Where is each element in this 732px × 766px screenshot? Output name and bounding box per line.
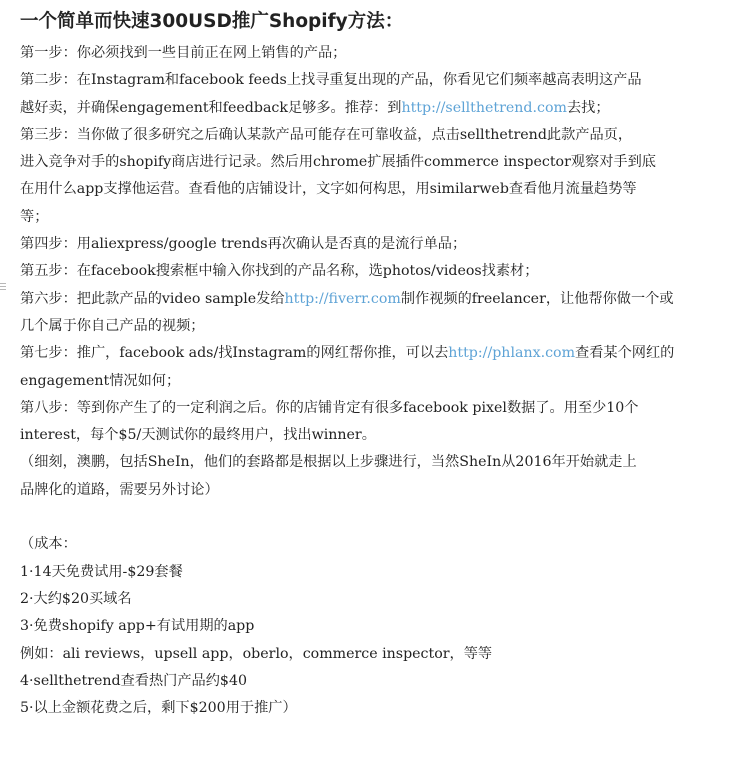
step-7-text: 第七步：推广，facebook ads/找Instagram的网红帮你推，可以去: [20, 345, 449, 362]
step-3-line-4: 等；: [20, 208, 49, 225]
note-line-1: （细刻，澳鹏，包括SheIn，他们的套路都是根据以上步骤进行，当然SheIn从2016年开始就走上: [20, 454, 637, 471]
step-6-text: 第六步：把此款产品的video sample发给: [20, 290, 285, 307]
cost-item: 4·sellthetrend查看热门产品约$40: [20, 672, 248, 689]
phlanx-link[interactable]: http://phlanx.com: [448, 345, 576, 362]
blank-line: [20, 504, 720, 531]
fiverr-link[interactable]: http://fiverr.com: [284, 290, 401, 307]
step-8-line-2: interest，每个$5/天测试你的最终用户，找出winner。: [20, 427, 376, 444]
sellthetrend-link[interactable]: http://sellthetrend.com: [401, 99, 567, 116]
step-2-tail: 去找；: [566, 99, 610, 116]
step-6-line-1: [20, 286, 720, 313]
step-7-line-1: [20, 340, 720, 367]
cost-item: 1·14天免费试用-$29套餐: [20, 563, 183, 580]
step-7-tail: 查看某个网红的: [575, 345, 675, 362]
drag-handle-icon[interactable]: [0, 283, 6, 293]
step-2-text: 越好卖，并确保engagement和feedback足够多。推荐：到: [20, 99, 402, 116]
cost-item: 2·大约$20买域名: [20, 590, 132, 607]
step-8-line-1: 第八步：等到你产生了的一定利润之后。你的店铺肯定有很多facebook pixel数据了。用至少10个: [20, 399, 639, 416]
step-3-line-3: 在用什么app支撑他运营。查看他的店铺设计，文字如何构思，用similarweb查看他月流量趋势等: [20, 181, 637, 198]
step-6-line-2: 几个属于你自己产品的视频；: [20, 317, 205, 334]
cost-item: 5·以上金额花费之后，剩下$200用于推广）: [20, 700, 297, 717]
step-2-line-1: 第二步：在Instagram和facebook feeds上找寻重复出现的产品，你看见它们频率越高表明这产品: [20, 72, 642, 89]
step-3-line-2: 进入竞争对手的shopify商店进行记录。然后用chrome扩展插件commerce inspector观察对手到底: [20, 154, 656, 171]
cost-item: 3·免费shopify app+有试用期的app: [20, 618, 255, 635]
step-4: 第四步：用aliexpress/google trends再次确认是否真的是流行单品；: [20, 236, 467, 253]
article-body: [20, 10, 720, 722]
note-line-2: 品牌化的道路，需要另外讨论）: [20, 481, 219, 498]
step-7-line-2: engagement情况如何；: [20, 372, 181, 389]
step-6-tail: 制作视频的freelancer，让他帮你做一个或: [400, 290, 674, 307]
step-2-line-2: [20, 95, 720, 122]
cost-item: 例如：ali reviews，upsell app，oberlo，commerce inspector，等等: [20, 645, 493, 662]
step-1: 第一步：你必须找到一些目前正在网上销售的产品；: [20, 45, 347, 61]
step-5: 第五步：在facebook搜索框中输入你找到的产品名称，选photos/videos找素材；: [20, 263, 539, 280]
cost-heading: （成本：: [20, 536, 77, 553]
page-title: 一个简单而快速300USD推广Shopify方法：: [20, 11, 404, 32]
step-3-line-1: 第三步：当你做了很多研究之后确认某款产品可能存在可靠收益，点击sellthetrend此款产品页，: [20, 126, 633, 143]
